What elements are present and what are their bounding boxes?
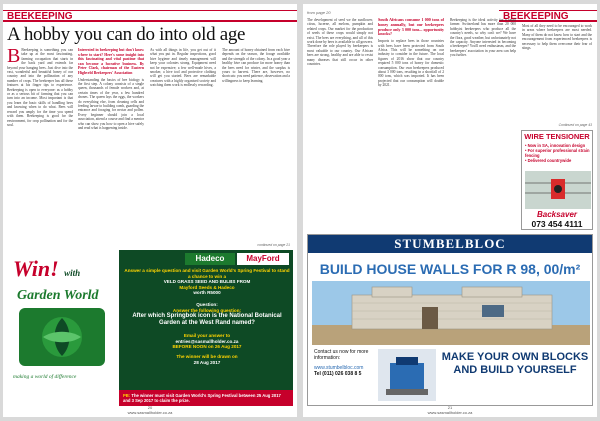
article-column-2: [78, 48, 144, 247]
footer-pb-label: PB:: [123, 393, 131, 398]
wire-tensioner-advert[interactable]: [521, 130, 593, 230]
article-body: [7, 48, 293, 247]
sponsor-hadeco: Hadeco: [185, 253, 235, 265]
email-lead: Email your answer to: [183, 333, 231, 339]
wire-phone[interactable]: 073 454 4111: [531, 219, 583, 229]
competition-question: After which Springbok icon is the National Botanical Garden at the West Rand named?: [132, 313, 282, 327]
article-column-3: [450, 18, 516, 232]
stumbelbloc-website[interactable]: www.stumbelbloc.com: [314, 365, 364, 371]
garden-world-advert[interactable]: [7, 250, 293, 406]
page-footer: [303, 405, 597, 415]
garden-world-tagline: making a world of difference: [13, 374, 77, 380]
site-url[interactable]: www.sasmallholder.co.za: [127, 410, 173, 415]
article-column-2: [378, 18, 444, 232]
page-number: 21: [447, 405, 453, 410]
column-text: Understanding the basics of bee biology is the first step. A colony consists of a single queen, thousands of female workers and, at certain times of the year, a few hundred drones. The queen lays the eggs, the workers do everything else, from cleaning cells and feeding larvae to building comb, guarding the entrance and foraging for nectar and pollen. Every beginner should join a local association, attend a course and find a mentor who can show you how to open a hive safely and read what is happening inside.: [78, 77, 144, 131]
advert-left-panel: [7, 250, 119, 406]
drop-cap: B: [7, 48, 21, 67]
backsaver-brand: Backsaver: [536, 210, 578, 219]
wire-bullet-2: • For superior professional strain fencing: [525, 148, 590, 158]
house-construction-photo: [312, 281, 590, 345]
stumbelbloc-advert[interactable]: [307, 234, 593, 406]
site-url[interactable]: www.sasmallholder.co.za: [427, 410, 473, 415]
article-column-4: [522, 24, 592, 122]
prize-sponsors: Mayford Seeds & Hadeco: [179, 284, 235, 290]
draw-lead: The winner will be drawn on: [176, 353, 238, 359]
wire-title: WIRE TENSIONER: [524, 132, 590, 141]
entry-deadline: BEFORE NOON on 26 Aug 2017: [172, 344, 242, 350]
section-label: BEEKEEPING: [503, 11, 569, 22]
article-column-4: [222, 48, 290, 240]
column-text: Imports to replace bees in those countries with bees have been protected from South Africa. This will be something on our industry to consider in the future. The local figures of 2016 show that our country required 5 000 tons of honey for domestic consumption. Our own beekeepers produced about 3 000 tons, resulting in a shortfall of 2 000 tons, which was imported. It has been projected that our consumption will double by 2021.: [378, 39, 444, 88]
question-intro: Answer the following question:: [172, 307, 242, 313]
garden-world-logo: [17, 306, 107, 368]
column-text: The development of seed we the sunflower, citrus, lucerne, all melons, pumpkin and related crops. Our market for the production of seeds of these crops would simply not exist. The bees are everything, and all of this work done by bees is available to all growers. Therefore the role played by beekeepers is most valuable to our country. Our African bees are strong, healthy and are able to resist many diseases that still occur in other countries.: [307, 18, 373, 67]
page-number: 20: [147, 405, 153, 410]
continued-note[interactable]: continued on page 21: [257, 243, 290, 247]
section-label: BEEKEEPING: [7, 11, 73, 22]
question-label: Question:: [196, 301, 218, 307]
stumbelbloc-cta: MAKE YOUR OWN BLOCKS AND BUILD YOURSELF: [441, 351, 589, 376]
article-intro: Interested in beekeeping but don't know where to start? Here's some insight into this fascinating and vital pastime that can become a lucrative business. By Peter Clark, chairman of the Eastern Highveld Beekeepers' Association: [78, 48, 144, 75]
column-text: The amount of honey obtained from each hive depends on the season, the forage available and the strength of the colony. In a good year a healthy hive can produce far more honey than the bees need for winter, and the surplus is yours to harvest. There are, however, no shortcuts: you need patience, observation and a willingness to keep learning.: [222, 48, 290, 83]
competition-heading: Answer a simple question and visit Garden World's Spring Festival to stand a chance to win a: [124, 268, 290, 279]
wire-bullets: [525, 143, 591, 163]
article-headline: A hobby you can do into old age: [7, 24, 246, 45]
column-text: Beekeeping is the ideal activity for a small farmer. Switzerland has more than 20 000 hobbyist beekeepers who produce all the country's needs, so why can't we? We have the flora, good weather, but unfortunately not the capacity. Anyone interested in becoming a beekeeper? You'll need enthusiasm, and the beekeepers' association in your area can help you further.: [450, 18, 516, 58]
continued-note[interactable]: Continued on page 43: [558, 123, 592, 127]
column-text: Beekeeping is something you can take up at the most fascinating, farming occupation that starts in the back yard and extends far beyond your hanging bees. Just dive into the vast, wonderful and beautiful honey of our country and into the pollination of any number of crops. The beekeeper has all these features at his finger tips to experience. Beekeeping is open to everyone: as a hobby or as a serious bit of farming that you can turn into an income. Most important is that you learn the basic skills of handling bees and knowing when to do what. Bees will reward you amply for the time you spend with them. Beekeeping is good for the environment, for crop pollination and for the soul.: [7, 48, 73, 127]
article-column-1: [307, 18, 373, 232]
page-20: [3, 4, 297, 417]
draw-date: 28 Aug 2017: [193, 359, 221, 365]
advert-footer-text: The winner must visit Garden World's Spring Festival between 25 Aug 2017 and 3 Sep 2017 to claim the prize.: [123, 393, 281, 403]
article-intro: South Africans consume 1 000 tons of honey annually, but our beekeepers produce only 3 000 tons... opportunity knocks?: [378, 18, 444, 37]
page-footer: [3, 405, 297, 415]
wire-bullet-1: • Now in SA, innovation design: [525, 143, 586, 148]
column-text: As with all things in life, you get out of it what you put in. Regular inspections, good hive hygiene and timely management will keep your colonies strong. Equipment need not be expensive; a few well-made hives, a smoker, a hive tool and protective clothing will get you started. Bees are remarkable creatures with a highly organised society and watching them work is endlessly rewarding.: [150, 48, 216, 88]
article-column-3: [150, 48, 216, 247]
wire-tensioner-photo: [525, 171, 591, 209]
sponsor-mayford: MayFord: [237, 253, 289, 265]
stumbelbloc-contact: [314, 349, 376, 377]
contact-lead: Contact us now for more information:: [314, 349, 369, 361]
advert-footer-band: [119, 390, 293, 406]
block-machine-photo: [378, 349, 436, 401]
entry-email[interactable]: entries@sasmallholder.co.za: [175, 338, 239, 344]
column-text: Most of all they need to be encouraged to work in areas where beekeepers are most needed. Many of them do not know how to start and the encouragement from experienced beekeepers is necessary to help them overcome their fear of stings.: [522, 24, 592, 51]
section-tag-beekeeping: [3, 10, 297, 22]
article-column-1: [7, 48, 73, 247]
stumbelbloc-brand: STUMBELBLOC: [308, 235, 592, 253]
garden-world-brand: Garden World: [17, 288, 99, 303]
prize-value: worth R5000: [193, 290, 221, 296]
prize-line: VELD GRASS SEED AND BULBS FROM: [163, 279, 251, 285]
win-heading: Win! with: [13, 256, 81, 281]
stumbelbloc-headline: BUILD HOUSE WALLS FOR R 98, 00/m²: [319, 261, 581, 277]
continued-from: from page 20: [307, 10, 331, 15]
stumbelbloc-phone[interactable]: Tel (011) 026 038 8 5: [314, 371, 362, 377]
competition-text: [123, 268, 291, 365]
page-21: [303, 4, 597, 417]
wire-bullet-3: • Delivered countrywide: [525, 158, 572, 163]
